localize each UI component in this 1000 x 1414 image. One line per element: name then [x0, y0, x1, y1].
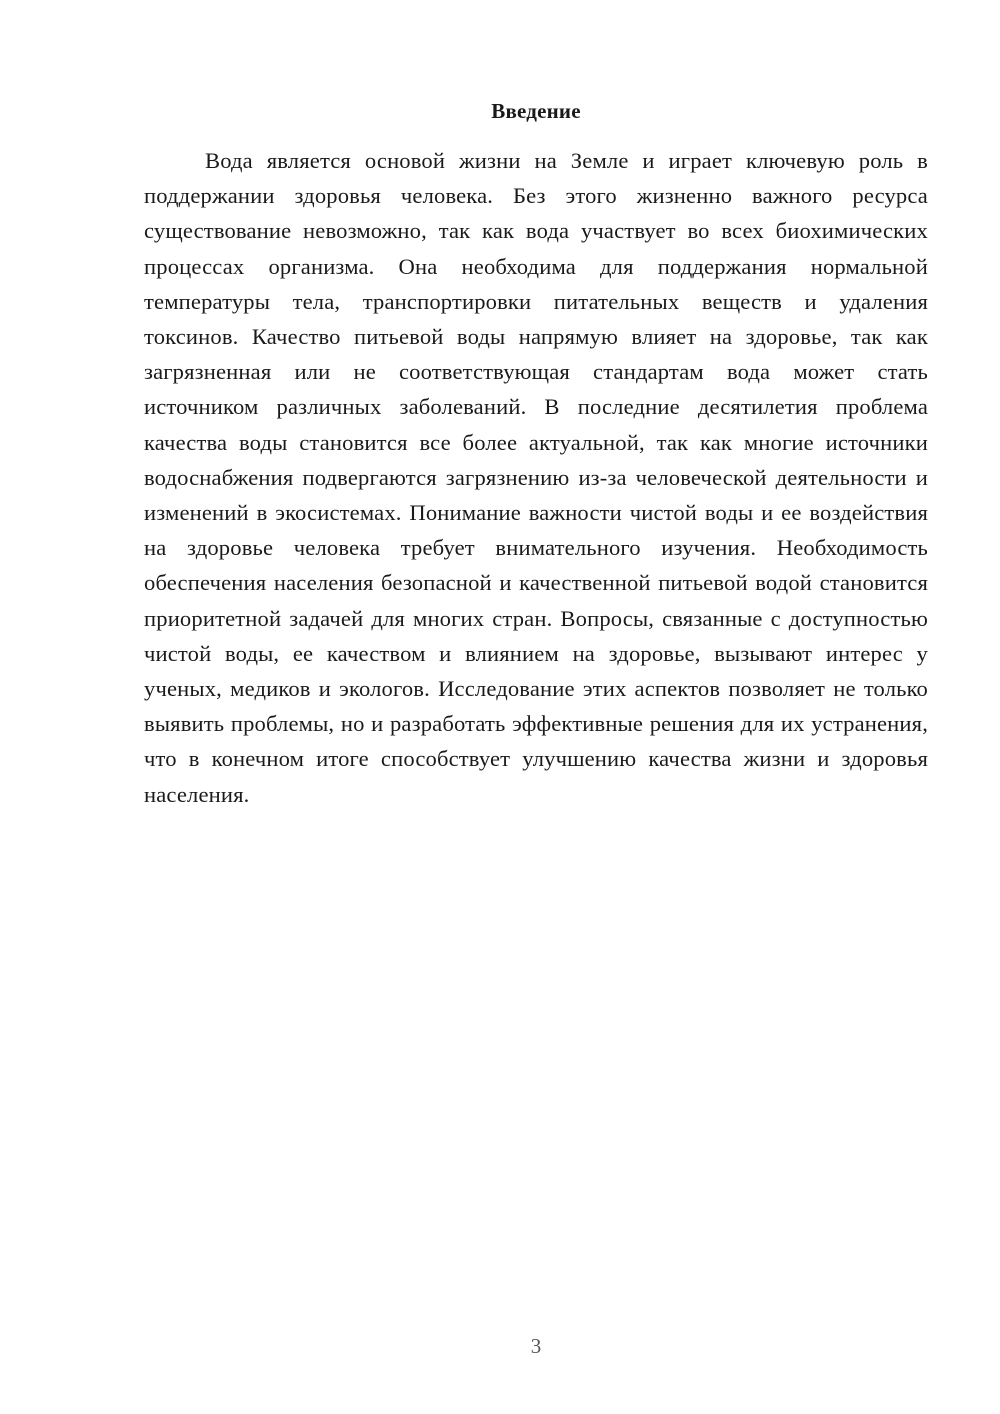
body-paragraph: Вода является основой жизни на Земле и играет ключевую роль в поддержании здоровья человека. Без этого жизненно важного ресурса существование невозможно, так как вода участвует во всех биохимических процессах организма. Она необходима для поддержания нормальной температуры тела, транспортировки питательных веществ и удаления токсинов. Качество питьевой воды напрямую влияет на здоровье, так как загрязненная или не соответствующая стандартам вода может стать источником различных заболеваний. В последние десятилетия проблема качества воды становится все более актуальной, так как многие источники водоснабжения подвергаются загрязнению из-за человеческой деятельности и изменений в экосистемах. Понимание важности чистой воды и ее воздействия на здоровье человека требует внимательного изучения. Необходимость обеспечения населения безопасной и качественной питьевой водой становится приоритетной задачей для многих стран. Вопросы, связанные с доступностью чистой воды, ее качеством и влиянием на здоровье, вызывают интерес у ученых, медиков и экологов. Исследование этих аспектов позволяет не только выявить проблемы, но и разработать эффективные решения для их устранения, что в конечном итоге способствует улучшению качества жизни и здоровья населения. [144, 148, 928, 807]
section-title: Введение [491, 99, 581, 123]
page-number: 3 [530, 1334, 542, 1358]
